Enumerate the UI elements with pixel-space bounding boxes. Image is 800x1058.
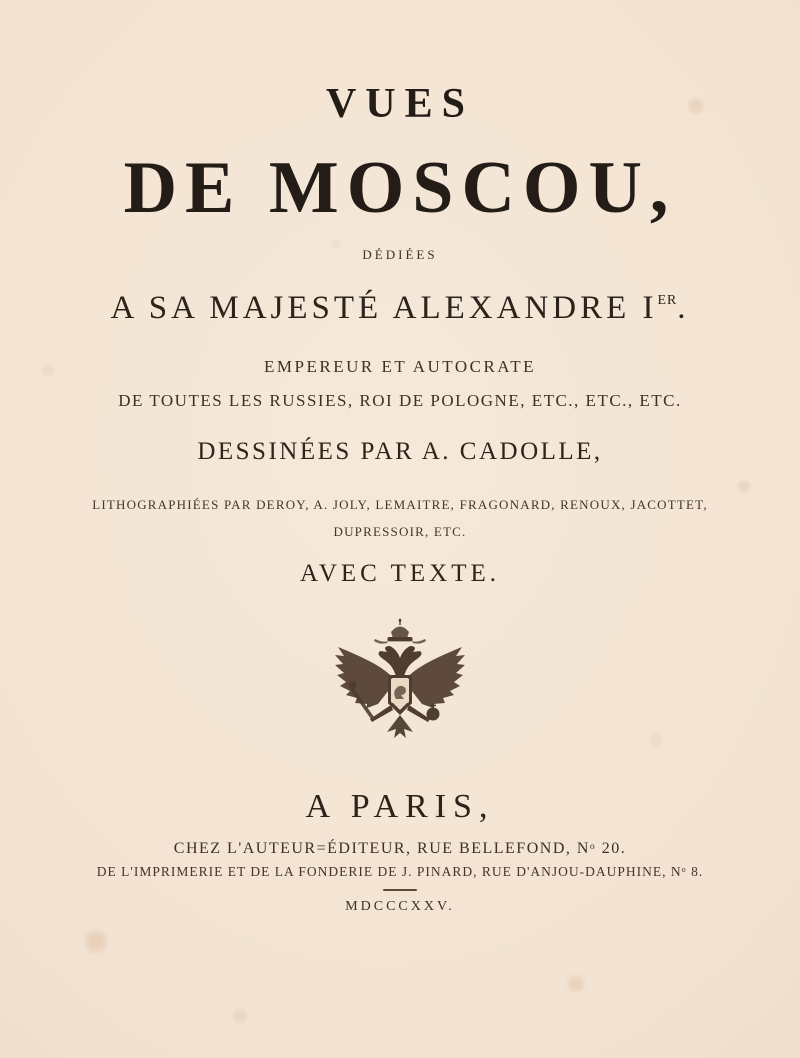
text-note: AVEC TEXTE. (299, 560, 501, 587)
dedicatee-period: . (677, 290, 690, 326)
artist-line: DESSINÉES PAR A. CADOLLE, (197, 438, 603, 465)
dedication-label: DÉDIÉES (362, 247, 438, 262)
divider (383, 889, 417, 891)
lithographers-line-2: DUPRESSOIR, ETC. (333, 524, 467, 539)
dedicatee-subtitle-1: EMPEREUR ET AUTOCRATE (264, 357, 536, 376)
dedicatee-main: A SA MAJESTÉ ALEXANDRE I (110, 290, 658, 326)
dedicatee-subtitle-2: DE TOUTES LES RUSSIES, ROI DE POLOGNE, ETC., ETC., ETC. (118, 391, 682, 410)
printer-number: 8. (686, 864, 704, 879)
publication-date-roman: MDCCCXXV. (345, 899, 455, 914)
title-line-1: VUES (325, 81, 475, 127)
title-line-2: DE MOSCOU, (123, 147, 677, 229)
city-line: A PARIS, (305, 788, 495, 825)
dedicatee-line (111, 290, 690, 327)
lithographers-line-1: LITHOGRAPHIÉES PAR DEROY, A. JOLY, LEMAITRE, FRAGONARD, RENOUX, JACOTTET, (92, 497, 708, 512)
publisher-line (174, 840, 626, 858)
printer-numero-superscript: o (681, 865, 687, 874)
publisher-numero-superscript: o (589, 841, 597, 852)
publisher-text: CHEZ L'AUTEUR=ÉDITEUR, RUE BELLEFOND, N (173, 840, 590, 857)
publisher-number: 20. (596, 840, 627, 857)
dedicatee-ordinal-superscript: ER (657, 292, 678, 307)
imperial-double-headed-eagle-icon (326, 615, 474, 763)
printer-line (97, 864, 703, 880)
printer-text: DE L'IMPRIMERIE ET DE LA FONDERIE DE J. PINARD, RUE D'ANJOU-DAUPHINE, N (96, 864, 682, 879)
